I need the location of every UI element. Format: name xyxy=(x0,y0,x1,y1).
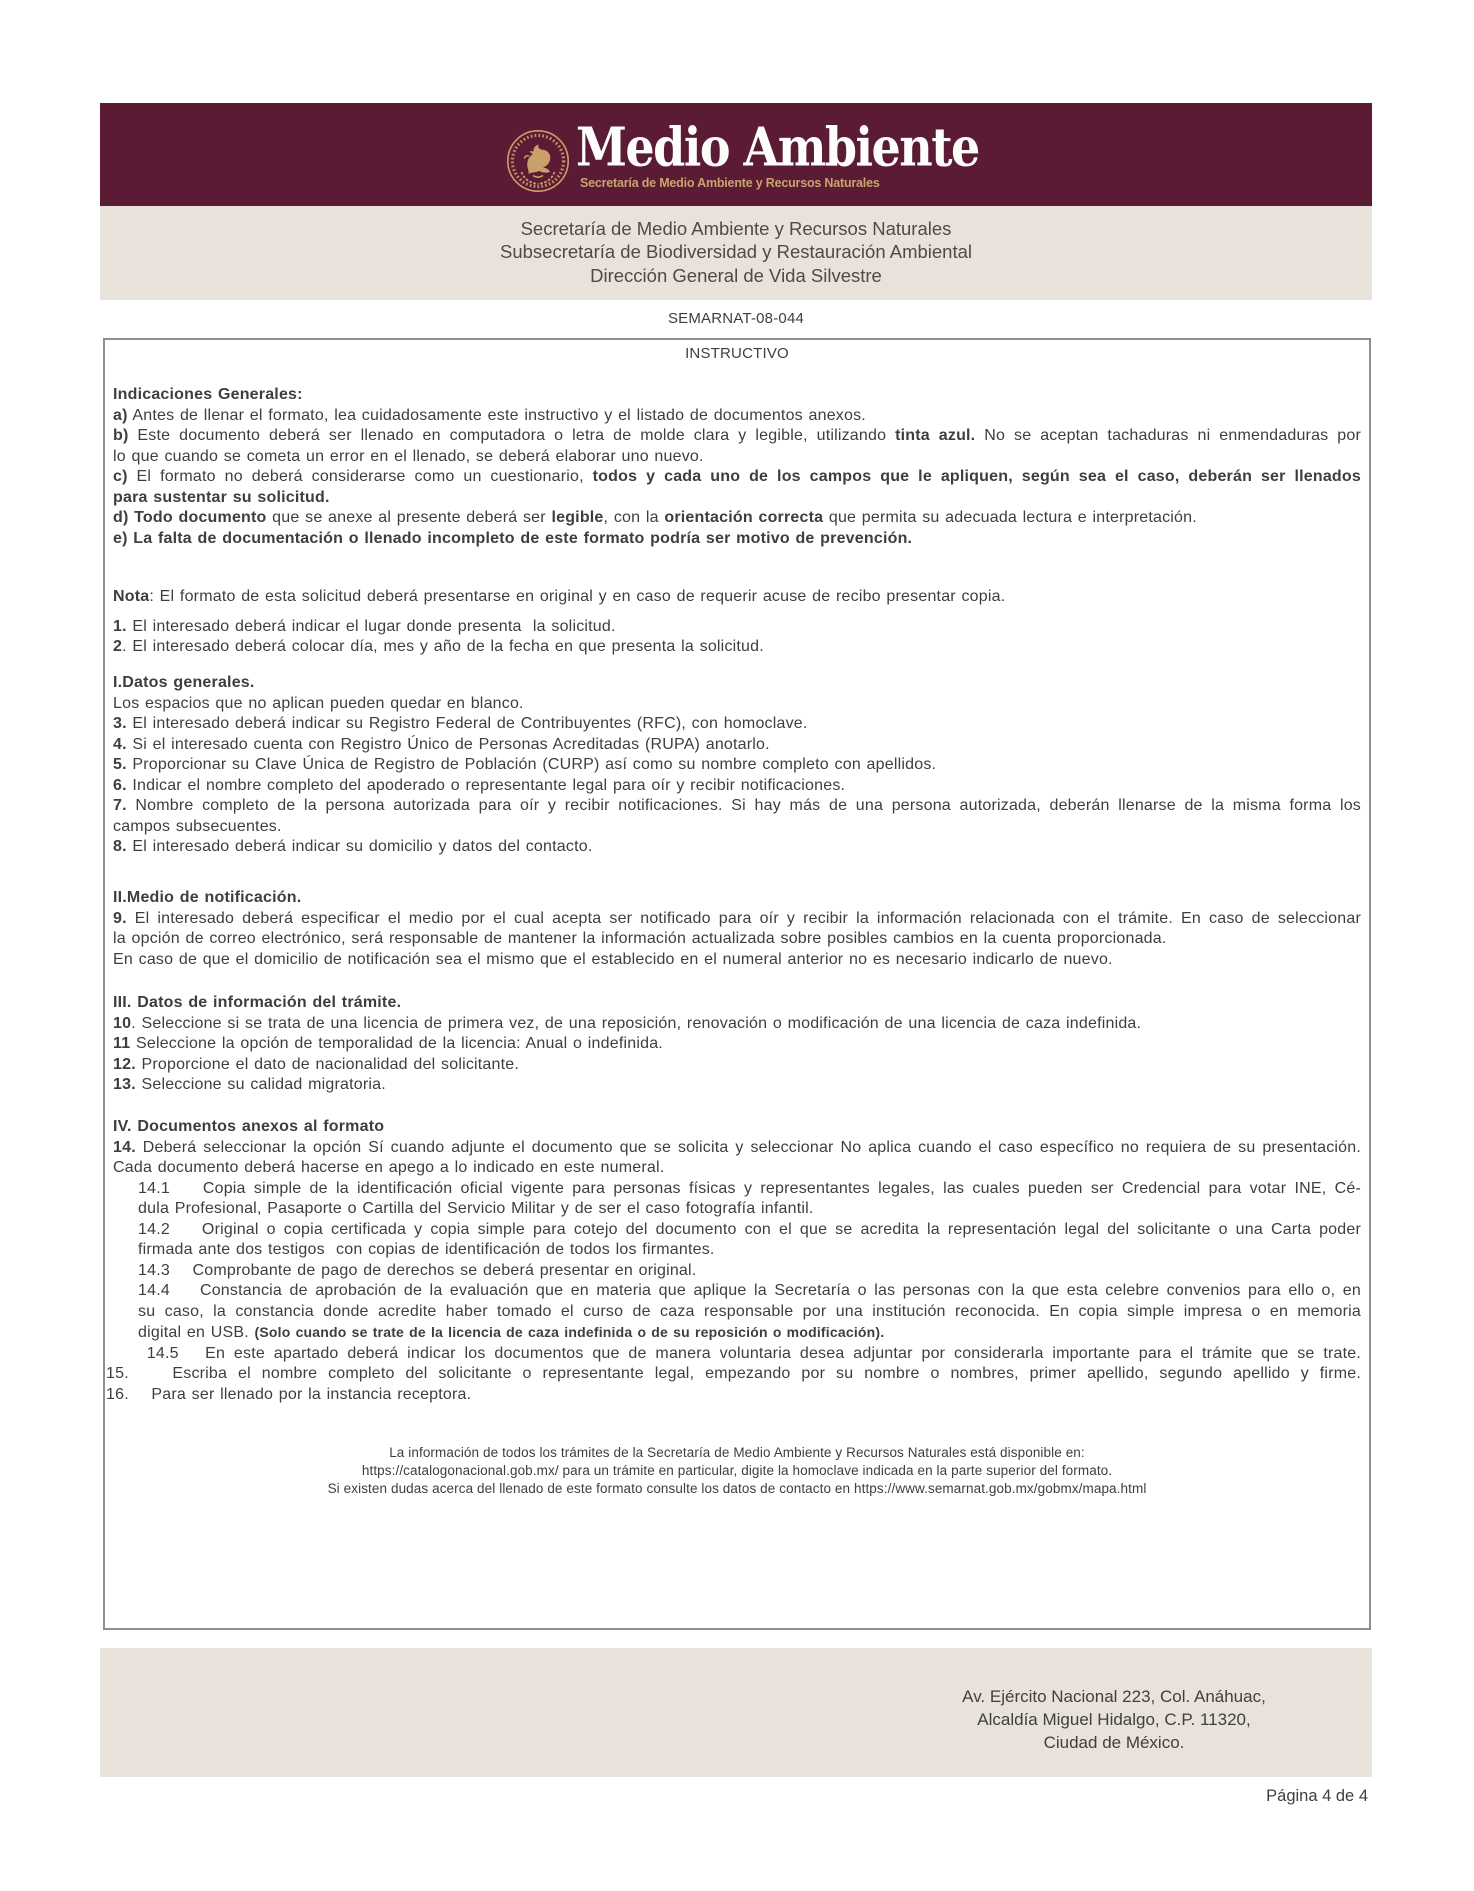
org-line-secretaria: Secretaría de Medio Ambiente y Recursos Naturales xyxy=(520,218,952,239)
instructivo-line: 16. Para ser llenado por la instancia receptora. xyxy=(106,1385,472,1403)
instructivo-line: 6. Indicar el nombre completo del apoderado o representante legal para oír y recibir notificaciones. xyxy=(113,776,846,794)
instructivo-line: d) Todo documento que se anexe al presente deberá ser legible, con la orientación correcta que permita su adecuada lectura e interpretación. xyxy=(113,509,1197,526)
mexican-coat-of-arms-icon xyxy=(506,129,570,193)
instructivo-title: INSTRUCTIVO xyxy=(685,345,789,362)
instructivo-line: 14. Deberá seleccionar la opción Sí cuando adjunte el documento que se solicita y seleccionar No aplica cuando el caso específico no requiera de su presentación. xyxy=(113,1138,1361,1156)
instructivo-line: a) Antes de llenar el formato, lea cuidadosamente este instructivo y el listado de documentos anexos. xyxy=(113,406,866,424)
instructivo-line: c) El formato no deberá considerarse como un cuestionario, todos y cada uno de los campos que le apliquen, según sea el caso, deberán ser llenados xyxy=(113,468,1361,485)
address-line-street: Av. Ejército Nacional 223, Col. Anáhuac, xyxy=(962,1687,1266,1706)
page-number: Página 4 de 4 xyxy=(1266,1787,1368,1805)
address-line-district: Alcaldía Miguel Hidalgo, C.P. 11320, xyxy=(977,1710,1251,1729)
instructivo-line: Nota: El formato de esta solicitud deberá presentarse en original y en caso de requerir acuse de recibo presentar copia. xyxy=(113,588,1006,605)
instructivo-line: para sustentar su solicitud. xyxy=(113,488,330,506)
instructivo-line: 4. Si el interesado cuenta con Registro Único de Personas Acreditadas (RUPA) anotarlo. xyxy=(113,735,770,753)
instructivo-line: La información de todos los trámites de la Secretaría de Medio Ambiente y Recursos Naturales está disponible en: xyxy=(389,1445,1085,1460)
instructivo-box xyxy=(103,338,1371,1630)
instructivo-line: II.Medio de notificación. xyxy=(113,889,302,906)
instructivo-line: 2. El interesado deberá colocar día, mes y año de la fecha en que presenta la solicitud. xyxy=(113,638,764,655)
footer-address xyxy=(894,1685,1334,1754)
instructivo-line: 3. El interesado deberá indicar su Registro Federal de Contribuyentes (RFC), con homoclave. xyxy=(113,715,808,732)
instructivo-line: 1. El interesado deberá indicar el lugar donde presenta la solicitud. xyxy=(113,617,616,635)
instructivo-line: 14.4 Constancia de aprobación de la evaluación que en materia que aplique la Secretaría o las personas con la que esta celebre convenios para ello o, en xyxy=(138,1282,1361,1299)
instructivo-line: Indicaciones Generales: xyxy=(113,386,303,403)
logo-tagline: Secretaría de Medio Ambiente y Recursos Naturales xyxy=(580,176,880,190)
instructivo-line: 14.3 Comprobante de pago de derechos se deberá presentar en original. xyxy=(138,1261,697,1279)
instructivo-line: 5. Proporcionar su Clave Única de Registro de Población (CURP) así como su nombre completo con apellidos. xyxy=(113,756,937,773)
instructivo-line: 15. Escriba el nombre completo del solicitante o representante legal, empezando por su nombre o nombres, primer apellido, segundo apellido y firme. xyxy=(106,1365,1361,1382)
logo-wordmark: Medio Ambiente xyxy=(576,115,979,179)
header-band xyxy=(100,103,1372,206)
document-code: SEMARNAT-08-044 xyxy=(667,310,805,327)
instructivo-line: dula Profesional, Pasaporte o Cartilla del Servicio Militar y de ser el caso fotografía infantil. xyxy=(138,1200,814,1217)
instructivo-line: digital en USB. (Solo cuando se trate de la licencia de caza indefinida o de su reposición o modificación). xyxy=(138,1324,885,1341)
instructivo-line: https://catalogonacional.gob.mx/ para un trámite en particular, digite la homoclave indicada en la parte superior del formato. xyxy=(361,1463,1113,1478)
org-header-band xyxy=(100,206,1372,300)
instructivo-body xyxy=(106,385,1362,1498)
instructivo-line: 7. Nombre completo de la persona autorizada para oír y recibir notificaciones. Si hay más de una persona autorizada, deberán llenarse de la misma forma los xyxy=(113,797,1361,814)
address-line-city: Ciudad de México. xyxy=(1043,1733,1185,1752)
instructivo-line: I.Datos generales. xyxy=(113,674,255,691)
instructivo-line: Si existen dudas acerca del llenado de este formato consulte los datos de contacto en https://www.semarnat.gob.mx/gobmx/mapa.html xyxy=(327,1481,1147,1496)
instructivo-line: Los espacios que no aplican pueden quedar en blanco. xyxy=(113,694,524,712)
instructivo-line: IV. Documentos anexos al formato xyxy=(113,1118,385,1135)
instructivo-line: III. Datos de información del trámite. xyxy=(113,994,402,1011)
instructivo-line: 14.1 Copia simple de la identificación oficial vigente para personas físicas y representantes legales, las cuales pueden ser Credencial para votar INE, Cé- xyxy=(138,1179,1361,1197)
instructivo-line: b) Este documento deberá ser llenado en computadora o letra de molde clara y legible, utilizando tinta azul. No se aceptan tachaduras ni enmendaduras por xyxy=(113,427,1362,444)
instructivo-line: 11 Seleccione la opción de temporalidad de la licencia: Anual o indefinida. xyxy=(113,1035,663,1052)
instructivo-line: su caso, la constancia donde acredite haber tomado el curso de caza responsable por una institución reconocida. En copia simple impresa o en memoria xyxy=(138,1302,1361,1320)
instructivo-line: 10. Seleccione si se trata de una licencia de primera vez, de una reposición, renovación o modificación de una licencia de caza indefinida. xyxy=(113,1014,1142,1032)
instructivo-line: Cada documento deberá hacerse en apego a lo indicado en este numeral. xyxy=(113,1159,665,1176)
instructivo-line: 14.2 Original o copia certificada y copia simple para cotejo del documento con el que se acredita la representación legal del solicitante o una Carta poder xyxy=(138,1220,1361,1238)
instructivo-line: lo que cuando se cometa un error en el llenado, se deberá elaborar uno nuevo. xyxy=(113,447,704,465)
eagle-silhouette xyxy=(527,145,550,175)
instructivo-line: 9. El interesado deberá especificar el medio por el cual acepta ser notificado para oír y recibir la información relacionada con el trámite. En caso de seleccionar xyxy=(113,909,1361,927)
instructivo-line: 13. Seleccione su calidad migratoria. xyxy=(113,1076,386,1093)
instructivo-line: 8. El interesado deberá indicar su domicilio y datos del contacto. xyxy=(113,838,593,855)
instructivo-line: e) La falta de documentación o llenado incompleto de este formato podría ser motivo de prevención. xyxy=(113,529,913,547)
org-line-direccion: Dirección General de Vida Silvestre xyxy=(590,264,882,286)
instructivo-line: 12. Proporcione el dato de nacionalidad del solicitante. xyxy=(113,1055,520,1073)
footer-band xyxy=(100,1648,1372,1777)
instructivo-line: firmada ante dos testigos con copias de identificación de todos los firmantes. xyxy=(138,1241,715,1258)
instructivo-line: la opción de correo electrónico, será responsable de mantener la información actualizada sobre posibles cambios en la cuenta proporcionada. xyxy=(113,930,1167,947)
instructivo-line: campos subsecuentes. xyxy=(113,817,282,835)
org-line-subsecretaria: Subsecretaría de Biodiversidad y Restauración Ambiental xyxy=(499,241,972,263)
instructivo-line: En caso de que el domicilio de notificación sea el mismo que el establecido en el numeral anterior no es necesario indicarlo de nuevo. xyxy=(113,950,1113,968)
instructivo-line: 14.5 En este apartado deberá indicar los documentos que de manera voluntaria desea adjuntar por considerarla importante para el trámite que se trate. xyxy=(138,1344,1361,1362)
